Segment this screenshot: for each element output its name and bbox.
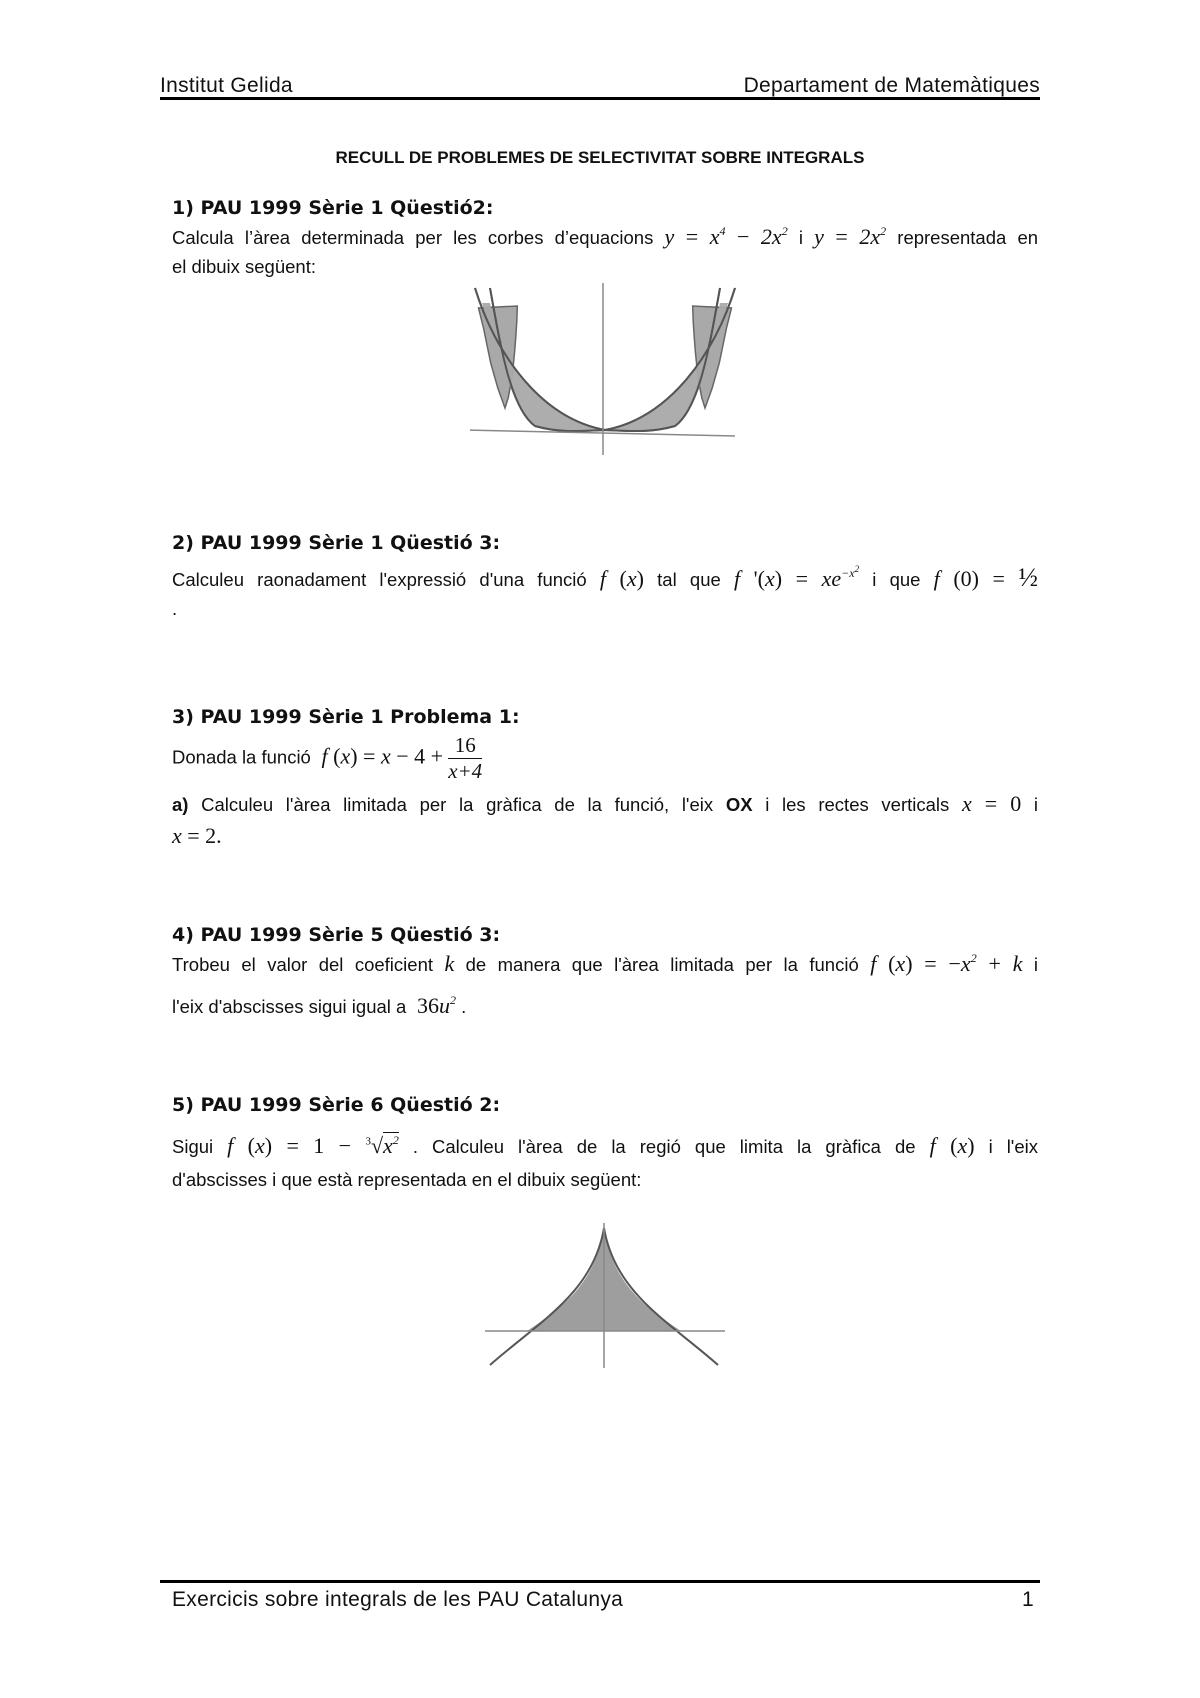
- header-right: Departament de Matemàtiques: [743, 74, 1040, 97]
- q3-eq-f: f (x) = x − 4 +: [316, 743, 444, 769]
- header-rule: [160, 97, 1040, 100]
- q1-eq2: $y = 2x^2$: [814, 224, 887, 249]
- q4-eq-area: $36u^2$: [416, 993, 456, 1018]
- q2-text-b: tal que: [657, 569, 721, 590]
- q1-shaded-region-right: [693, 306, 732, 408]
- q3-axis: OX: [725, 794, 753, 815]
- q5-figure: [480, 1218, 730, 1373]
- footer-rule: [160, 1580, 1040, 1583]
- q1-body: [172, 224, 1038, 278]
- q3-frac-num: 16: [448, 733, 482, 759]
- q2-eq-initial: f (0) = ½: [933, 563, 1039, 592]
- q1-text-a: Calcula l’àrea determinada per les corbes d’equacions: [172, 227, 654, 248]
- q4-body: Trobeu el valor del coeficient k de manera que l'àrea limitada per la funció f $(x) = -x^2 + k$ i l'eix d'abscisses sigui igual a $36u^2$ .: [172, 951, 1039, 1018]
- q4-eq-k: k: [444, 951, 455, 976]
- q2-eq-fprime: f '$(x) = xe^{-x^2}$: [733, 564, 860, 591]
- q4-text-d: l'eix d'abscisses sigui igual a: [172, 996, 407, 1017]
- q4-eq-f: f $(x) = -x^2 + k$: [870, 951, 1023, 976]
- q3-text-b: Calculeu l'àrea limitada per la gràfica de la funció, l'eix: [201, 794, 714, 815]
- q2-heading: 2) PAU 1999 Sèrie 1 Qüestió 3:: [172, 532, 501, 554]
- q2-text-a: Calculeu raonadament l'expressió d'una funció: [172, 569, 587, 590]
- q5-text-c: i l'eix: [988, 1136, 1038, 1157]
- q5-body: [172, 1133, 1038, 1191]
- header-left: Institut Gelida: [160, 74, 293, 97]
- footer-left: Exercicis sobre integrals de les PAU Catalunya: [172, 1588, 624, 1611]
- q3-text-d: i: [1033, 794, 1039, 815]
- q2-eq-f: f (x): [599, 566, 644, 591]
- q4-text-b: de manera que l'àrea limitada per la funció: [465, 954, 859, 975]
- q5-text-a: Sigui: [172, 1136, 214, 1157]
- q1-heading: 1) PAU 1999 Sèrie 1 Qüestió2:: [172, 197, 494, 219]
- q5-heading: 5) PAU 1999 Sèrie 6 Qüestió 2:: [172, 1094, 501, 1116]
- q5-text-d: d'abscisses i que està representada en el dibuix següent:: [172, 1169, 642, 1190]
- q3-eq-x2: x = 2.: [172, 823, 222, 848]
- q3-text-a: Donada la funció: [172, 746, 311, 768]
- q1-shaded-region-left: [479, 306, 518, 408]
- q2-text-c: i que: [872, 569, 921, 590]
- q3-heading: 3) PAU 1999 Sèrie 1 Problema 1:: [172, 706, 520, 728]
- q4-text-c: i: [1033, 954, 1039, 975]
- q3-text-c: i les rectes verticals: [765, 794, 950, 815]
- q5-eq-f: f $(x) = 1 - ^3√x^2$: [227, 1133, 399, 1158]
- q4-text-a: Trobeu el valor del coeficient: [172, 954, 433, 975]
- q3-frac-den: x+4: [448, 759, 483, 784]
- page-title: RECULL DE PROBLEMES DE SELECTIVITAT SOBRE INTEGRALS: [335, 148, 865, 167]
- q1-text-b: i: [798, 227, 803, 248]
- q4-heading: 4) PAU 1999 Sèrie 5 Qüestió 3:: [172, 924, 501, 946]
- q5-eq-f2: f (x): [929, 1133, 975, 1158]
- q3-body: [172, 733, 1038, 849]
- q3-fraction: [448, 733, 482, 784]
- q1-text-d: el dibuix següent:: [172, 256, 316, 277]
- q3-label-a: a): [172, 794, 189, 815]
- q2-text-d: .: [172, 598, 178, 619]
- q3-eq-x0: x = 0: [961, 791, 1022, 816]
- page-number: 1: [1022, 1588, 1034, 1611]
- q1-text-c: representada en: [897, 227, 1039, 248]
- q5-text-b: . Calculeu l'àrea de la regió que limita la gràfica de: [412, 1136, 916, 1157]
- q1-figure: [470, 283, 740, 458]
- q1-eq1: $y = x^4 - 2x^2$: [664, 224, 788, 249]
- q2-body: [172, 562, 1038, 620]
